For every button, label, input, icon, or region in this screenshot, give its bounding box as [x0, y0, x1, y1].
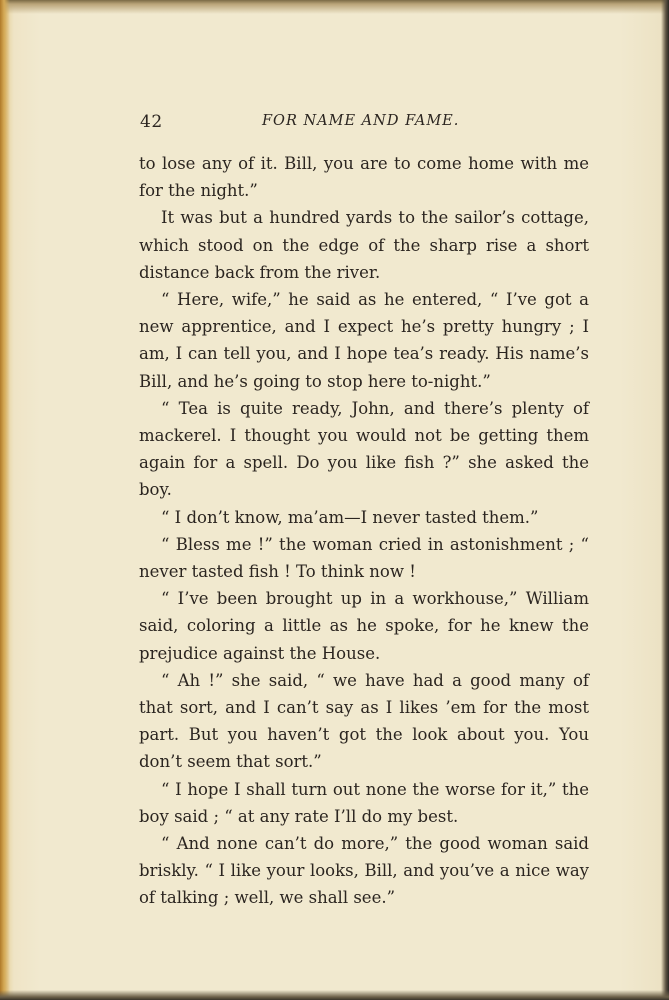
running-title: FOR NAME AND FAME.: [262, 113, 460, 129]
paragraph: “ Bless me !” the woman cried in astonishment ; “ never tasted fish ! To think now !: [139, 534, 589, 582]
paragraph: “ I hope I shall turn out none the worse for it,” the boy said ; “ at any rate I’ll do my best.: [139, 779, 589, 826]
paragraph: “ Tea is quite ready, John, and there’s plenty of mackerel. I thought you would not be getting them again for a spell. Do you like fish ?” she asked the boy.: [139, 398, 589, 500]
page-top-shadow: [0, 0, 669, 14]
paragraph: “ Ah !” she said, “ we have had a good many of that sort, and I can’t say as I likes ’em for the most part. But you haven’t got the look about you. You don’t seem that sort.”: [139, 670, 589, 772]
paragraph: “ I’ve been brought up in a workhouse,” William said, coloring a little as he spoke, for he knew the prejudice against the House.: [139, 589, 589, 663]
paragraph: It was but a hundred yards to the sailor’s cottage, which stood on the edge of the sharp rise a short distance back from the river.: [139, 208, 589, 282]
page-number: 42: [140, 112, 163, 132]
running-header: [140, 112, 590, 138]
paragraph: “ I don’t know, ma’am—I never tasted them.”: [161, 507, 539, 527]
page-bottom-edge: [0, 990, 669, 1000]
body-text: [139, 150, 589, 912]
page-binding-edge: [0, 0, 10, 1000]
paragraph: “ And none can’t do more,” the good woman said briskly. “ I like your looks, Bill, and you’ve a nice way of talking ; well, we shall see.”: [139, 834, 589, 908]
paragraph: “ Here, wife,” he said as he entered, “ I’ve got a new apprentice, and I expect he’s pretty hungry ; I am, I can tell you, and I hope tea’s ready. His name’s Bill, and he’s going to stop here to-night.”: [139, 290, 589, 391]
paragraph: to lose any of it. Bill, you are to come home with me for the night.”: [139, 154, 589, 201]
page-right-edge: [661, 0, 669, 1000]
